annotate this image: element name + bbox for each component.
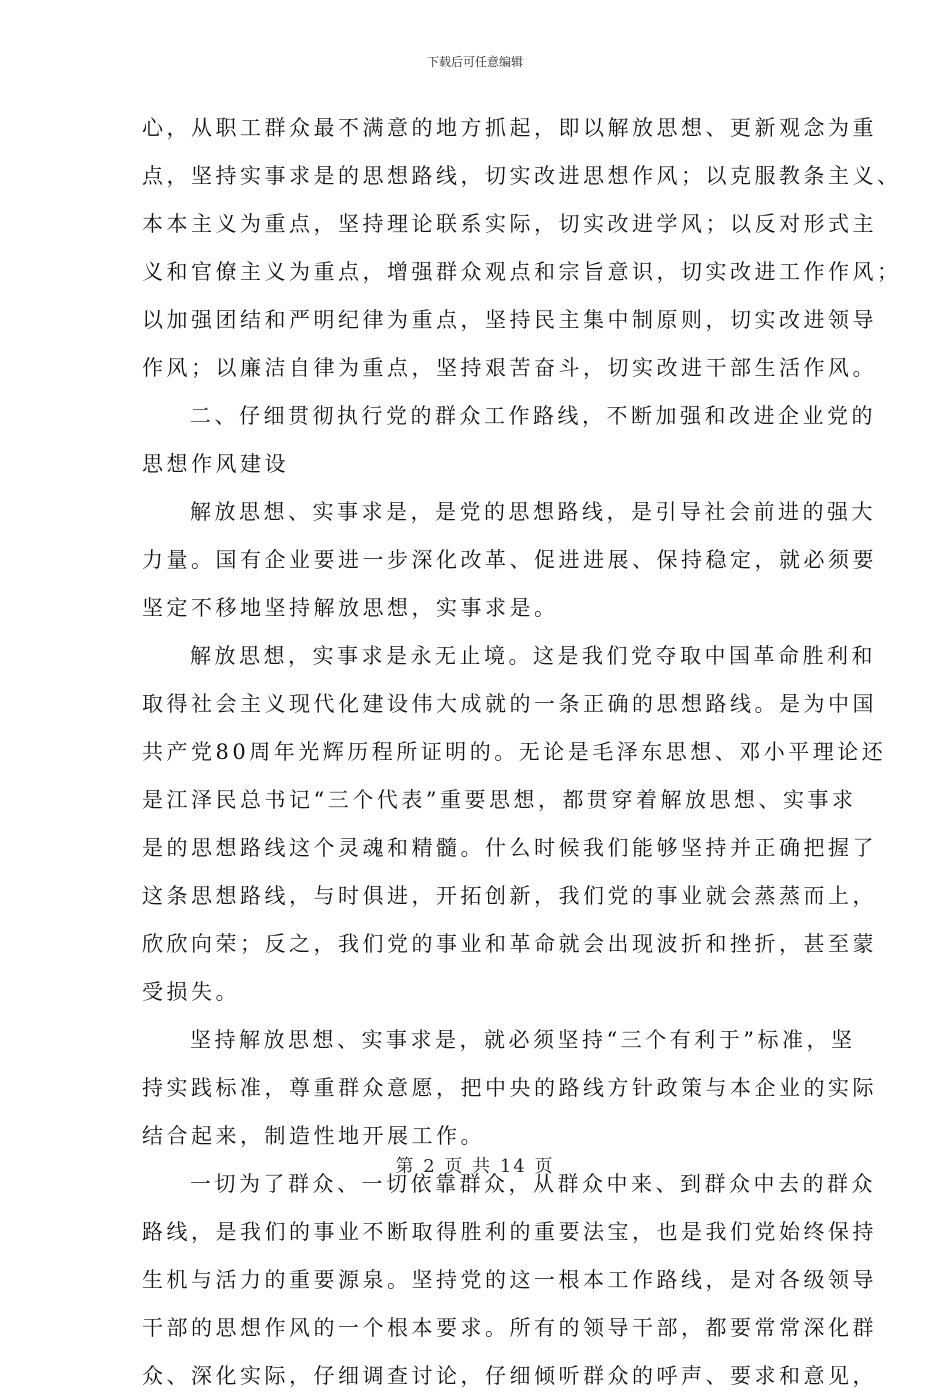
text-line: 共产党80周年光辉历程所证明的。无论是毛泽东思想、邓小平理论还: [142, 740, 887, 764]
text-line: 本本主义为重点，坚持理论联系实际，切实改进学风；以反对形式主: [142, 212, 877, 236]
document-body: [142, 104, 902, 1400]
section-heading-line: 思想作风建设: [142, 452, 289, 476]
section-heading-line: 二、仔细贯彻执行党的群众工作路线，不断加强和改进企业党的: [190, 404, 876, 428]
text-line: 众、深化实际，仔细调查讨论，仔细倾听群众的呼声、要求和意见，: [142, 1364, 877, 1388]
text-line: 持实践标准，尊重群众意愿，把中央的路线方针政策与本企业的实际: [142, 1076, 877, 1100]
page-number-footer: 第 2 页 共 14 页: [395, 1156, 555, 1177]
text-line: 受损失。: [142, 980, 240, 1004]
text-line: 这条思想路线，与时俱进，开拓创新，我们党的事业就会蒸蒸而上，: [142, 884, 877, 908]
text-line: 生机与活力的重要源泉。坚持党的这一根本工作路线，是对各级领导: [142, 1268, 877, 1292]
text-line: 义和官僚主义为重点，增强群众观点和宗旨意识，切实改进工作作风；: [142, 260, 902, 284]
paragraph-start-line: 解放思想、实事求是，是党的思想路线，是引导社会前进的强大: [190, 500, 876, 524]
text-line: 点，坚持实事求是的思想路线，切实改进思想作风；以克服教条主义、: [142, 164, 902, 188]
text-line: 力量。国有企业要进一步深化改革、促进进展、保持稳定，就必须要: [142, 548, 877, 572]
text-line: 欣欣向荣；反之，我们党的事业和革命就会出现波折和挫折，甚至蒙: [142, 932, 877, 956]
text-line: 是的思想路线这个灵魂和精髓。什么时候我们能够坚持并正确把握了: [142, 836, 877, 860]
text-line: 路线，是我们的事业不断取得胜利的重要法宝，也是我们党始终保持: [142, 1220, 877, 1244]
paragraph-start-line: 一切为了群众、一切依靠群众，从群众中来、到群众中去的群众: [190, 1172, 876, 1196]
text-line: 干部的思想作风的一个根本要求。所有的领导干部，都要常常深化群: [142, 1316, 877, 1340]
text-line: 以加强团结和严明纪律为重点，坚持民主集中制原则，切实改进领导: [142, 308, 877, 332]
text-line: 作风；以廉洁自律为重点，坚持艰苦奋斗，切实改进干部生活作风。: [142, 356, 877, 380]
text-line: 取得社会主义现代化建设伟大成就的一条正确的思想路线。是为中国: [142, 692, 877, 716]
paragraph-start-line: 解放思想，实事求是永无止境。这是我们党夺取中国革命胜利和: [190, 644, 876, 668]
text-line: 心，从职工群众最不满意的地方抓起，即以解放思想、更新观念为重: [142, 116, 877, 140]
page-header: 下载后可任意编辑: [426, 55, 523, 69]
text-line: 坚定不移地坚持解放思想，实事求是。: [142, 596, 559, 620]
text-line: 结合起来，制造性地开展工作。: [142, 1124, 485, 1148]
paragraph-start-line: 坚持解放思想、实事求是，就必须坚持“三个有利于”标准，坚: [190, 1028, 856, 1052]
text-line: 是江泽民总书记“三个代表”重要思想，都贯穿着解放思想、实事求: [142, 788, 857, 812]
